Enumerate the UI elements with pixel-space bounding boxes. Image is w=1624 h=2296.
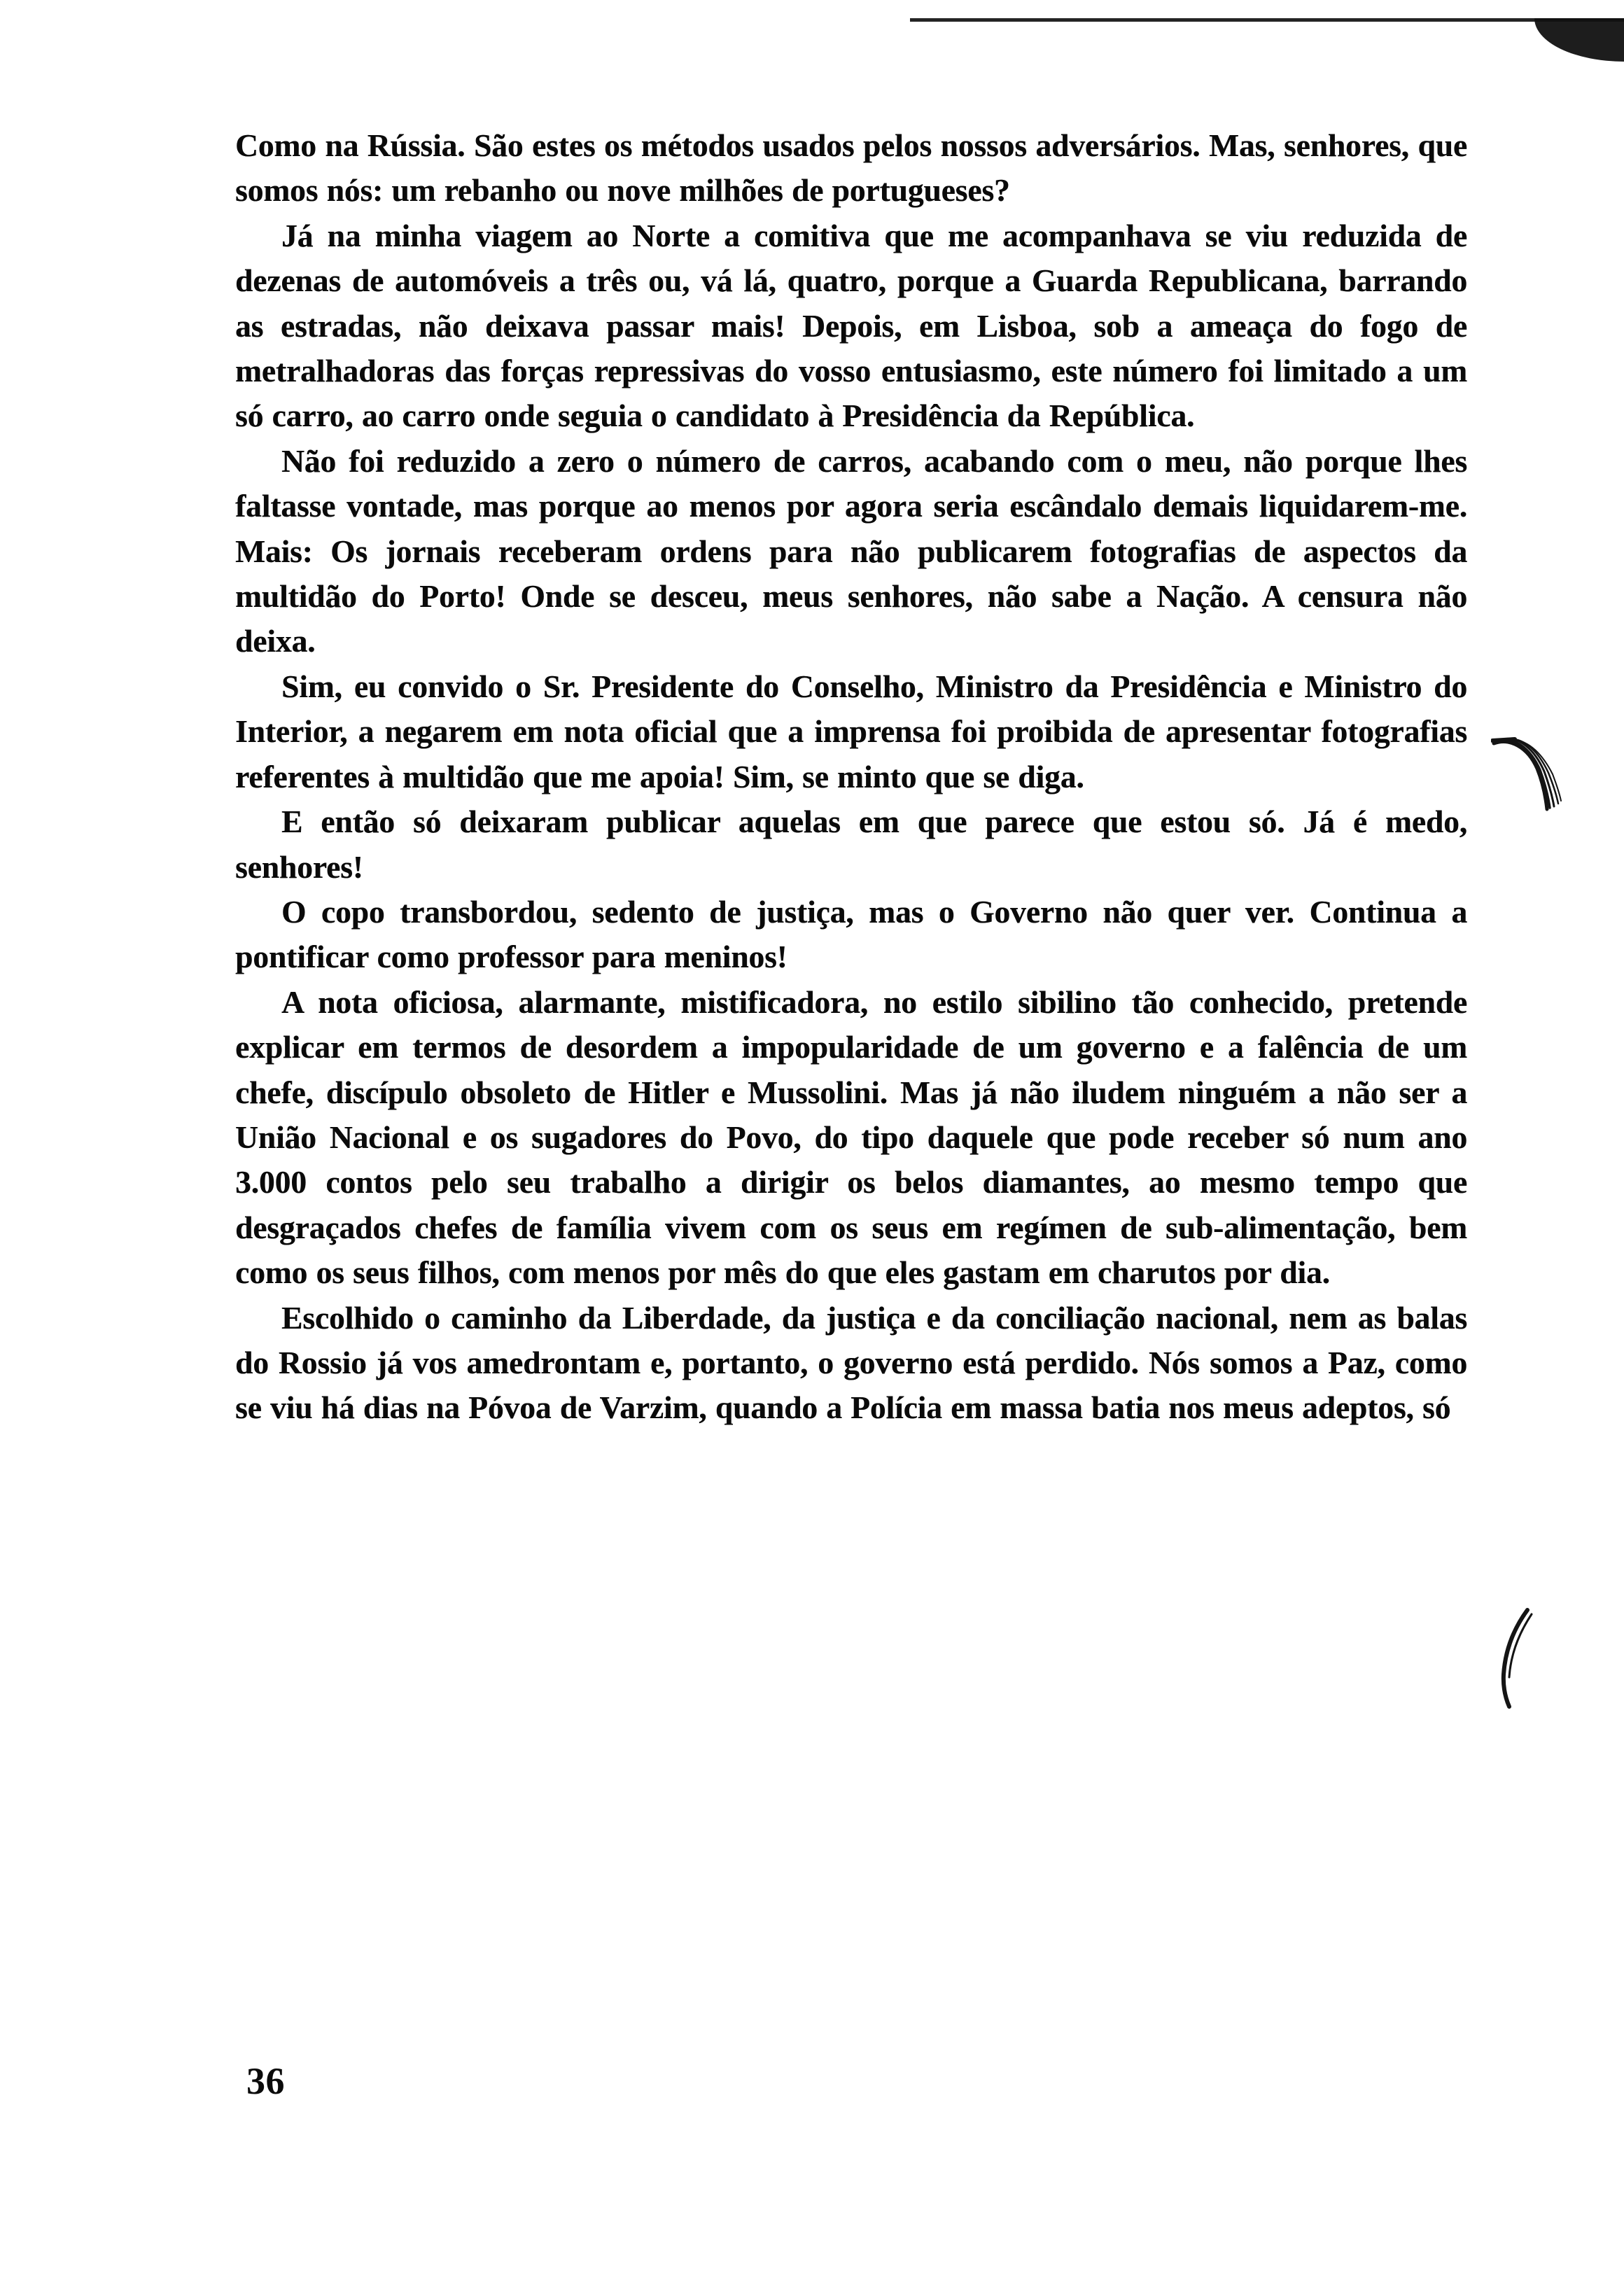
margin-ink-flourish-icon: [1491, 725, 1568, 816]
paragraph-6: O copo transbordou, sedento de justiça, mas o Governo não quer ver. Continua a pontificar como professor para meninos!: [235, 893, 1467, 975]
page-textblock: [235, 123, 1467, 1431]
paragraph-5: E então só deixaram publicar aquelas em que parece que estou só. Já é medo, senhores!: [235, 804, 1467, 885]
paragraph-8: Escolhido o caminho da Liberdade, da justiça e da conciliação nacional, nem as balas do Rossio já vos amedrontam e, portanto, o governo está perdido. Nós somos a Paz, como se viu há dias na Póvoa de Varzim, quando a Polícia em massa batia nos meus adeptos, só: [235, 1299, 1467, 1426]
paragraph-4: Sim, eu convido o Sr. Presidente do Conselho, Ministro da Presidência e Ministro do Interior, a negarem em nota oficial que a imprensa foi proibida de apresentar fotografias referentes à multidão que me apoia! Sim, se minto que se diga.: [235, 668, 1467, 794]
paragraph-1: Como na Rússia. São estes os métodos usados pelos nossos adversários. Mas, senhores, que somos nós: um rebanho ou nove milhões de portugueses?: [235, 127, 1467, 209]
margin-ink-paren-icon: [1495, 1607, 1544, 1712]
paragraph-7: A nota oficiosa, alarmante, mistificadora, no estilo sibilino tão conhecido, pretende explicar em termos de desordem a impopularidade de um governo e a falência de um chefe, discípulo obsoleto de Hitler e Mussolini. Mas já não iludem ninguém a não ser a União Nacional e os sugadores do Povo, do tipo daquele que pode receber só num ano 3.000 contos pelo seu trabalho a dirigir os belos diamantes, ao mesmo tempo que desgraçados chefes de família vivem com os seus em regímen de sub-alimentação, bem como os seus filhos, com menos por mês do que eles gastam em charutos por dia.: [235, 983, 1467, 1291]
paragraph-2: Já na minha viagem ao Norte a comitiva que me acompanhava se viu reduzida de dezenas de automóveis a três ou, vá lá, quatro, porque a Guarda Republicana, barrando as estradas, não deixava passar mais! Depois, em Lisboa, sob a ameaça do fogo de metralhadoras das forças repressivas do vosso entusiasmo, este número foi limitado a um só carro, ao carro onde seguia o candidato à Presidência da República.: [235, 217, 1467, 434]
scan-corner-blob-artifact: [1534, 18, 1624, 62]
page-number: 36: [246, 2060, 285, 2102]
scan-edge-line-artifact: [910, 18, 1624, 22]
paragraph-3: Não foi reduzido a zero o número de carros, acabando com o meu, não porque lhes faltasse vontade, mas porque ao menos por agora seria escândalo demais liquidarem-me. Mais: Os jornais receberam ordens para não publicarem fotografias de aspectos da multidão do Porto! Onde se desceu, meus senhores, não sabe a Nação. A censura não deixa.: [235, 442, 1467, 659]
